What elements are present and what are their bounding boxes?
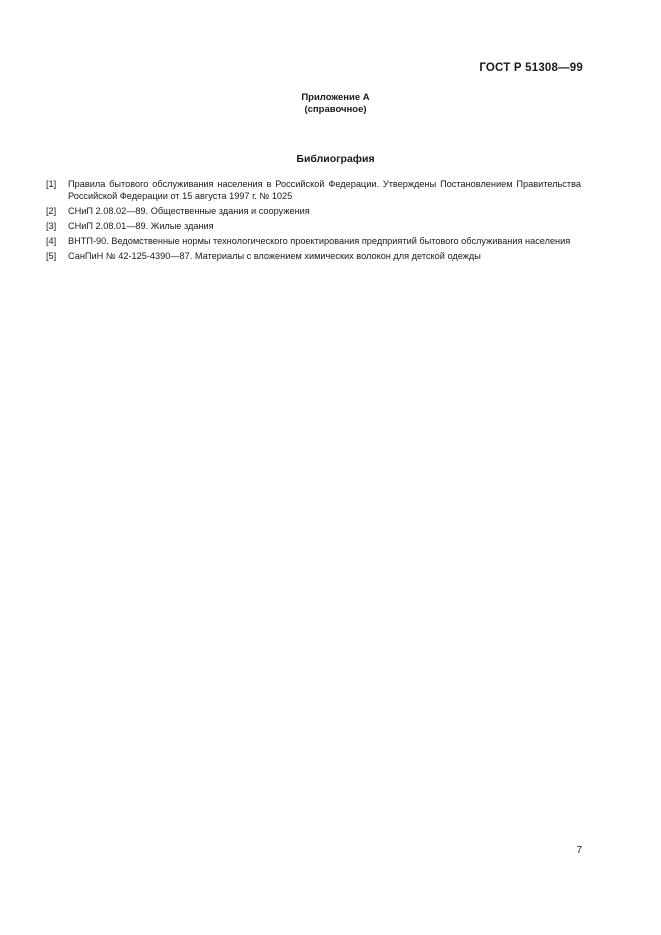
bibliography-item <box>46 178 581 202</box>
bibliography-list <box>46 178 581 265</box>
bibliography-item-number: [4] <box>46 236 57 246</box>
bibliography-item-text: ВНТП-90. Ведомственные нормы технологического проектирования предприятий бытового обслуживания населения <box>68 236 571 246</box>
bibliography-item-number: [2] <box>46 206 57 216</box>
bibliography-item <box>46 235 581 247</box>
document-code: ГОСТ Р 51308—99 <box>479 62 583 74</box>
appendix-subtitle: (справочное) <box>304 104 367 115</box>
page-number: 7 <box>576 845 582 856</box>
bibliography-item <box>46 205 581 217</box>
bibliography-item <box>46 250 581 262</box>
bibliography-item-number: [1] <box>46 179 57 189</box>
bibliography-item <box>46 220 581 232</box>
bibliography-item-number: [3] <box>46 221 57 231</box>
bibliography-item-text: СНиП 2.08.01—89. Жилые здания <box>68 221 214 231</box>
appendix-title: Приложение А <box>301 92 370 103</box>
bibliography-item-text: Правила бытового обслуживания населения в Российской Федерации. Утверждены Постановлением Правительства Российской Федерации от 15 августа 1997 г. № 1025 <box>68 179 581 201</box>
bibliography-title: Библиография <box>296 153 375 165</box>
appendix-heading <box>0 92 661 116</box>
bibliography-item-text: СНиП 2.08.02—89. Общественные здания и сооружения <box>68 206 310 216</box>
bibliography-item-text: СанПиН № 42-125-4390—87. Материалы с вложением химических волокон для детской одежды <box>68 251 481 261</box>
bibliography-item-number: [5] <box>46 251 57 261</box>
